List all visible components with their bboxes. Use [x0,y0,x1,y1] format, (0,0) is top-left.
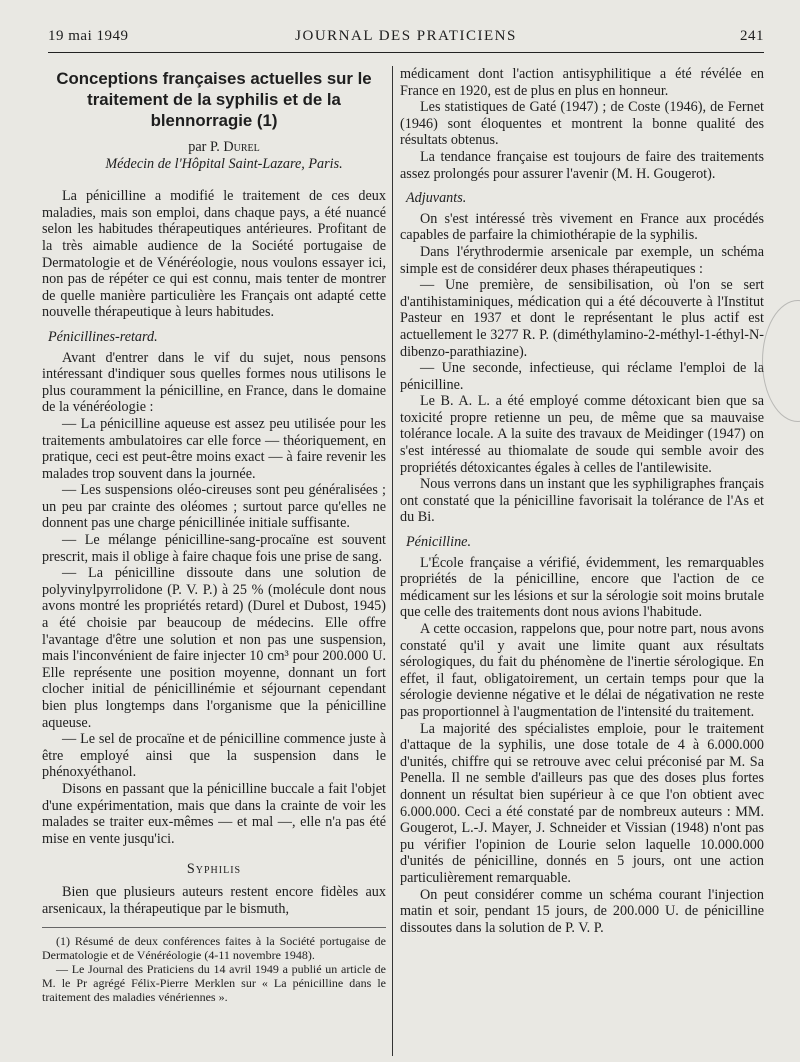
issue-date: 19 mai 1949 [48,28,129,44]
subheading-adjuvants: Adjuvants. [406,190,467,207]
paragraph: On s'est intéressé très vivement en France aux procédés capables de parfaire la chimiothérapie de la syphilis. [400,210,764,244]
library-stamp-icon [762,300,800,422]
subheading-penicillines-retard: Pénicillines-retard. [48,328,158,345]
section-heading-syphilis: Syphilis [186,861,242,878]
paragraph: médicament dont l'action antisyphilitique a été révélée en France en 1920, est de plus en plus en honneur. [400,66,764,99]
paragraph: La majorité des spécialistes emploie, pour le traitement d'attaque de la syphilis, une dose totale de 4 à 6.000.000 d'unités, chiffre qui se retrouve avec celui préconisé par M. Sa Penella. Il ne semble d'ailleurs pas que des doses plus fortes donnent un résultat bien supérieur à ce que l'on obtient avec 6.000.000. Ceci a été constaté par de nombreux auteurs : MM. Gougerot, L.-J. Mayer, J. Schneider et Vissian (1948) n'ont pas pu vérifier l'opinion de Lourie selon laquelle 10.000.000 d'unités de pénicilline, donnés en 5 jours, ont une action particulièrement remarquable. [400,720,764,886]
page-number: 241 [740,28,764,44]
paragraph: — Une première, de sensibilisation, où l'on se sert d'antihistaminiques, médication qui a été découverte à l'Institut Pasteur en 1937 et dont le représentant le plus actif est actuellement le 3277 R. P. (diméthylamino-2-méthyl-1-éthyl-N-dibenzo-parathiazine). [400,277,764,360]
paragraph: — La pénicilline dissoute dans une solution de polyvinylpyrrolidone (P. V. P.) à 25 % (molécule dont nous avons montré les propriétés retard) (Durel et Dubost, 1945) a été choisie par beaucoup de médecins. Elle offre l'avantage d'être une solution et non pas une suspension, mais l'inconvénient de faire injecter 10 cm³ pour 200.000 U. Elle représente une position moyenne, donnant un fort clocher initial de pénicillinémie et séjournant cependant bien plus longtemps dans l'organisme que la pénicilline aqueuse. [42,565,386,731]
subheading-penicilline: Pénicilline. [406,534,472,551]
paragraph: — Une seconde, infectieuse, qui réclame l'emploi de la pénicilline. [400,360,764,393]
author-line [42,139,386,156]
paragraph: Les statistiques de Gaté (1947) ; de Coste (1946), de Fernet (1946) sont éloquentes et montrent la bonne qualité des résultats obtenus. [400,99,764,149]
paragraph: La tendance française est toujours de faire des traitements assez prolongés pour assurer l'avenir (M. H. Gougerot). [400,148,764,182]
paragraph: On peut considérer comme un schéma courant l'injection matin et soir, pendant 15 jours, de 200.000 U. de pénicilline dissoutes dans la solution de P. V. P. [400,886,764,936]
author-affiliation: Médecin de l'Hôpital Saint-Lazare, Paris. [105,155,343,172]
paragraph: Disons en passant que la pénicilline buccale a fait l'objet d'une expérimentation, mais que dans la crainte de voir les malades se traiter eux-mêmes — et mal —, elle n'a pas été mise en vente jusqu'ici. [42,780,386,847]
footnote-text: — Le Journal des Praticiens du 14 avril 1949 a publié un article de M. le Pr agrégé Félix-Pierre Merklen sur « La pénicilline dans le traitement des maladies vénériennes ». [42,962,386,1005]
footnote [42,927,386,1004]
paragraph: Le B. A. L. a été employé comme détoxicant bien que sa toxicité propre retienne un peu, de même que sa mauvaise tolérance locale. A la suite des travaux de Meidinger (1947) on s'est intéressé au thiomalate de soude qui semble avoir des propriétés détoxicantes égales à celles de l'antilewisite. [400,393,764,476]
column-divider [392,66,393,1056]
paragraph: Nous verrons dans un instant que les syphiligraphes français ont constaté que la pénicilline favorisait la tolérance de l'As et du Bi. [400,476,764,526]
left-column [42,66,386,1004]
paragraph: L'École française a vérifié, évidemment, les remarquables propriétés de la pénicilline, encore que l'action de ce médicament sur les lésions et sur la sérologie soit moins brutale que celle des traitements dont nous avions l'habitude. [400,554,764,621]
article-title: Conceptions françaises actuelles sur le traitement de la syphilis et de la blennorragie (1) [56,69,372,130]
paragraph: — Les suspensions oléo-cireuses sont peu généralisées ; un peu par crainte des oléomes ; surtout parce qu'elles ne donnent pas une charge pénicillinée initiale suffisante. [42,482,386,532]
page-header [48,28,764,53]
paragraph: Dans l'érythrodermie arsenicale par exemple, un schéma simple est de considérer deux phases thérapeutiques : [400,243,764,277]
right-column [400,66,764,936]
intro-paragraph: La pénicilline a modifié le traitement de ces deux maladies, mais son emploi, dans chaque pays, a été nuancé selon les habitudes thérapeutiques antérieures. Profitant de la très aimable audience de la Société portugaise de Dermatologie et de Vénéréologie, nous voulons essayer ici, non pas de répéter ce qui est connu, mais tenter de montrer de quelle manière particulière les Français ont adapté cette nouvelle thérapeutique à leurs habitudes. [42,188,386,321]
journal-title: JOURNAL DES PRATICIENS [295,28,517,44]
paragraph: — La pénicilline aqueuse est assez peu utilisée pour les traitements ambulatoires car elle force — théoriquement, en pratique, ceci est peut-être moins exact — à faire revenir les malades trop souvent dans la journée. [42,415,386,482]
paragraph: Bien que plusieurs auteurs restent encore fidèles aux arsenicaux, la thérapeutique par le bismuth, [42,883,386,917]
paragraph: — Le sel de procaïne et de pénicilline commence juste à être employé ainsi que la suspension dans le phénoxyéthanol. [42,731,386,781]
paragraph: Avant d'entrer dans le vif du sujet, nous pensons intéressant d'indiquer sous quelles formes nous utilisons le plus couramment la pénicilline, en France, dans le domaine de la vénéréologie : [42,349,386,416]
author-prefix: par P. [188,139,224,155]
footnote-text: (1) Résumé de deux conférences faites à la Société portugaise de Dermatologie et de Vénéréologie (4-11 novembre 1948). [42,934,386,963]
author-name: Durel [223,139,260,155]
paragraph: — Le mélange pénicilline-sang-procaïne est souvent prescrit, mais il oblige à faire chaque fois une prise de sang. [42,532,386,565]
paragraph: A cette occasion, rappelons que, pour notre part, nous avons constaté qu'il y avait une limite quant aux résultats sérologiques, du fait du phénomène de l'inertie sérologique. En effet, il faut, obligatoirement, un certain temps pour que la sérologie devienne négative et le délai de négativation ne reste pas proportionnel à l'augmentation de l'intensité du traitement. [400,621,764,720]
